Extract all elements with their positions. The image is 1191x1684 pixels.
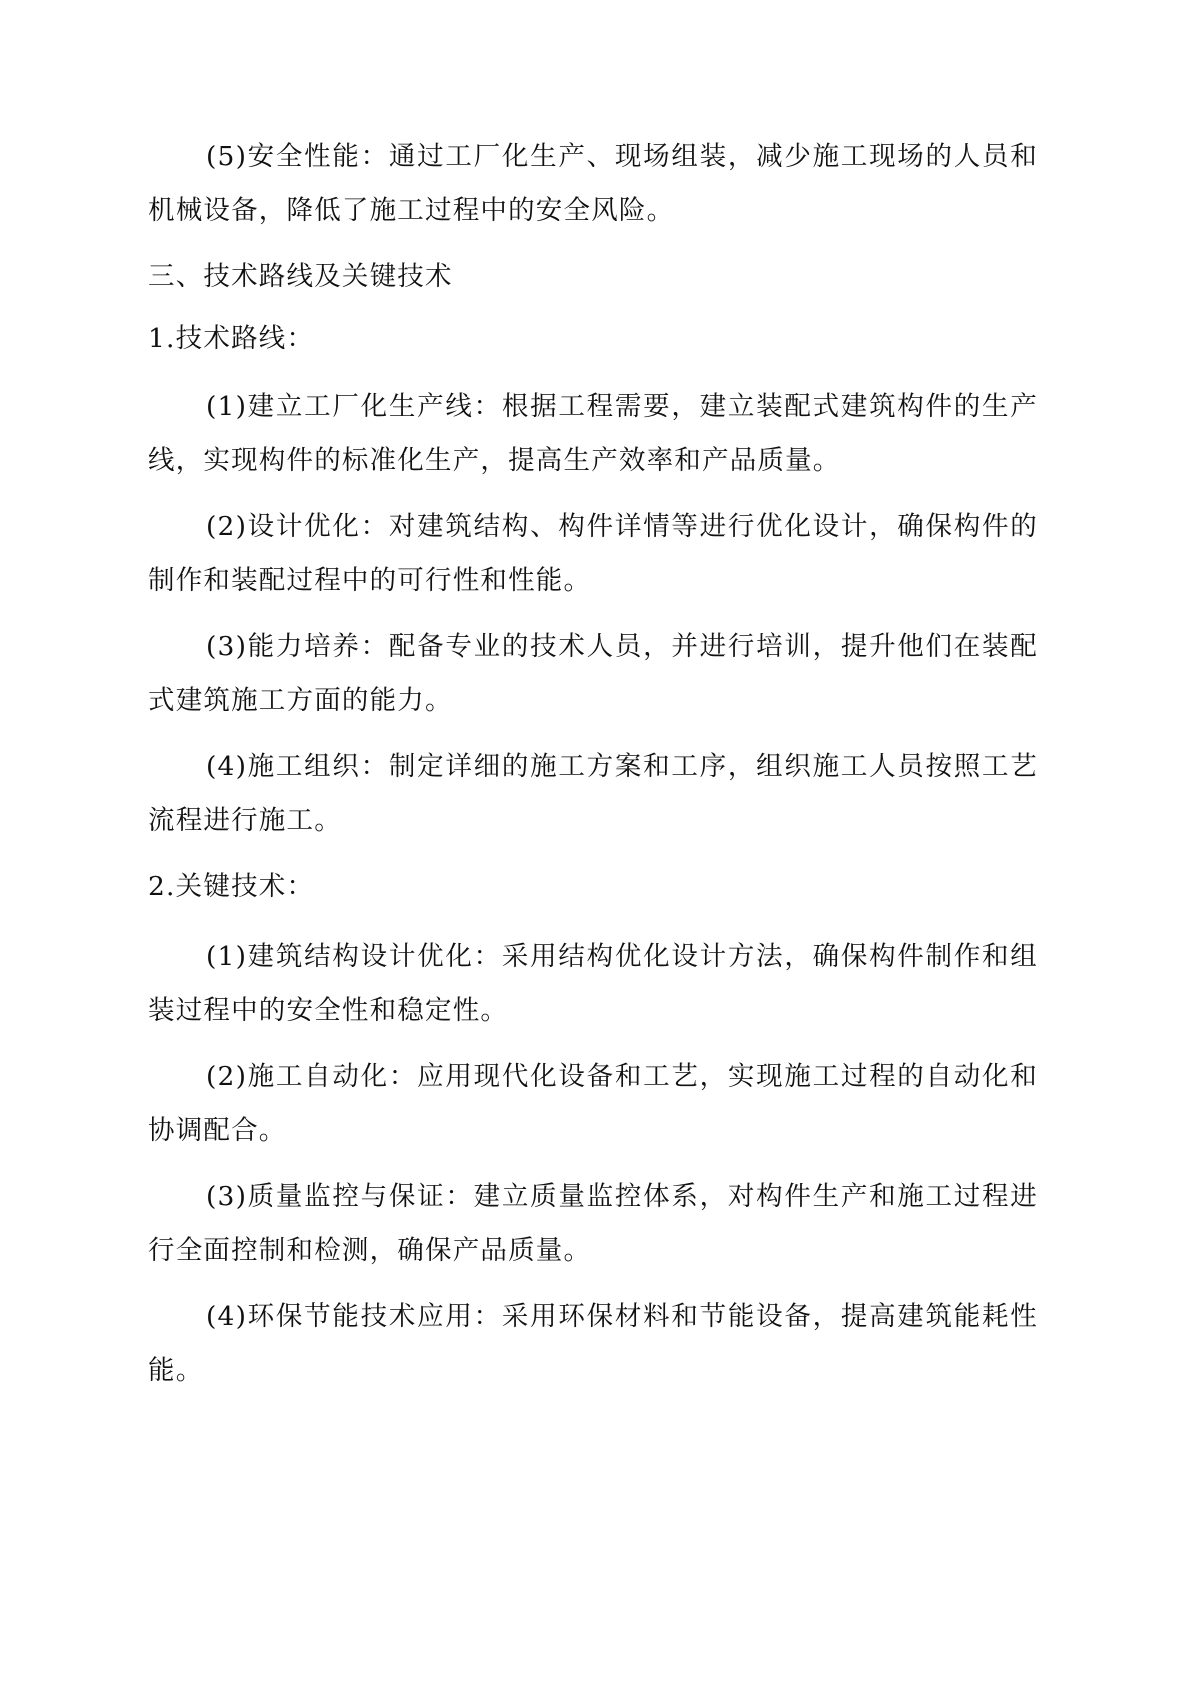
paragraph-construction-organization: (4)施工组织：制定详细的施工方案和工序，组织施工人员按照工艺流程进行施工。 bbox=[148, 751, 1038, 836]
paragraph-quality-control: (3)质量监控与保证：建立质量监控体系，对构件生产和施工过程进行全面控制和检测，确保产品质量。 bbox=[148, 1181, 1038, 1266]
paragraph-capability-training: (3)能力培养：配备专业的技术人员，并进行培训，提升他们在装配式建筑施工方面的能力。 bbox=[148, 631, 1038, 716]
paragraph-eco-energy: (4)环保节能技术应用：采用环保材料和节能设备，提高建筑能耗性能。 bbox=[148, 1301, 1038, 1386]
paragraph-construction-automation: (2)施工自动化：应用现代化设备和工艺，实现施工过程的自动化和协调配合。 bbox=[148, 1061, 1038, 1146]
subheading-key-technologies: 2.关键技术： bbox=[148, 871, 315, 902]
paragraph-factory-line: (1)建立工厂化生产线：根据工程需要，建立装配式建筑构件的生产线，实现构件的标准化生产，提高生产效率和产品质量。 bbox=[148, 391, 1038, 476]
paragraph-structural-design: (1)建筑结构设计优化：采用结构优化设计方法，确保构件制作和组装过程中的安全性和稳定性。 bbox=[148, 941, 1038, 1026]
subheading-technical-route: 1.技术路线： bbox=[148, 323, 315, 354]
section-heading-technical-route: 三、技术路线及关键技术 bbox=[148, 261, 453, 292]
paragraph-design-optimization: (2)设计优化：对建筑结构、构件详情等进行优化设计，确保构件的制作和装配过程中的可行性和性能。 bbox=[148, 511, 1038, 596]
paragraph-safety-performance: (5)安全性能：通过工厂化生产、现场组装，减少施工现场的人员和机械设备，降低了施工过程中的安全风险。 bbox=[148, 141, 1038, 226]
